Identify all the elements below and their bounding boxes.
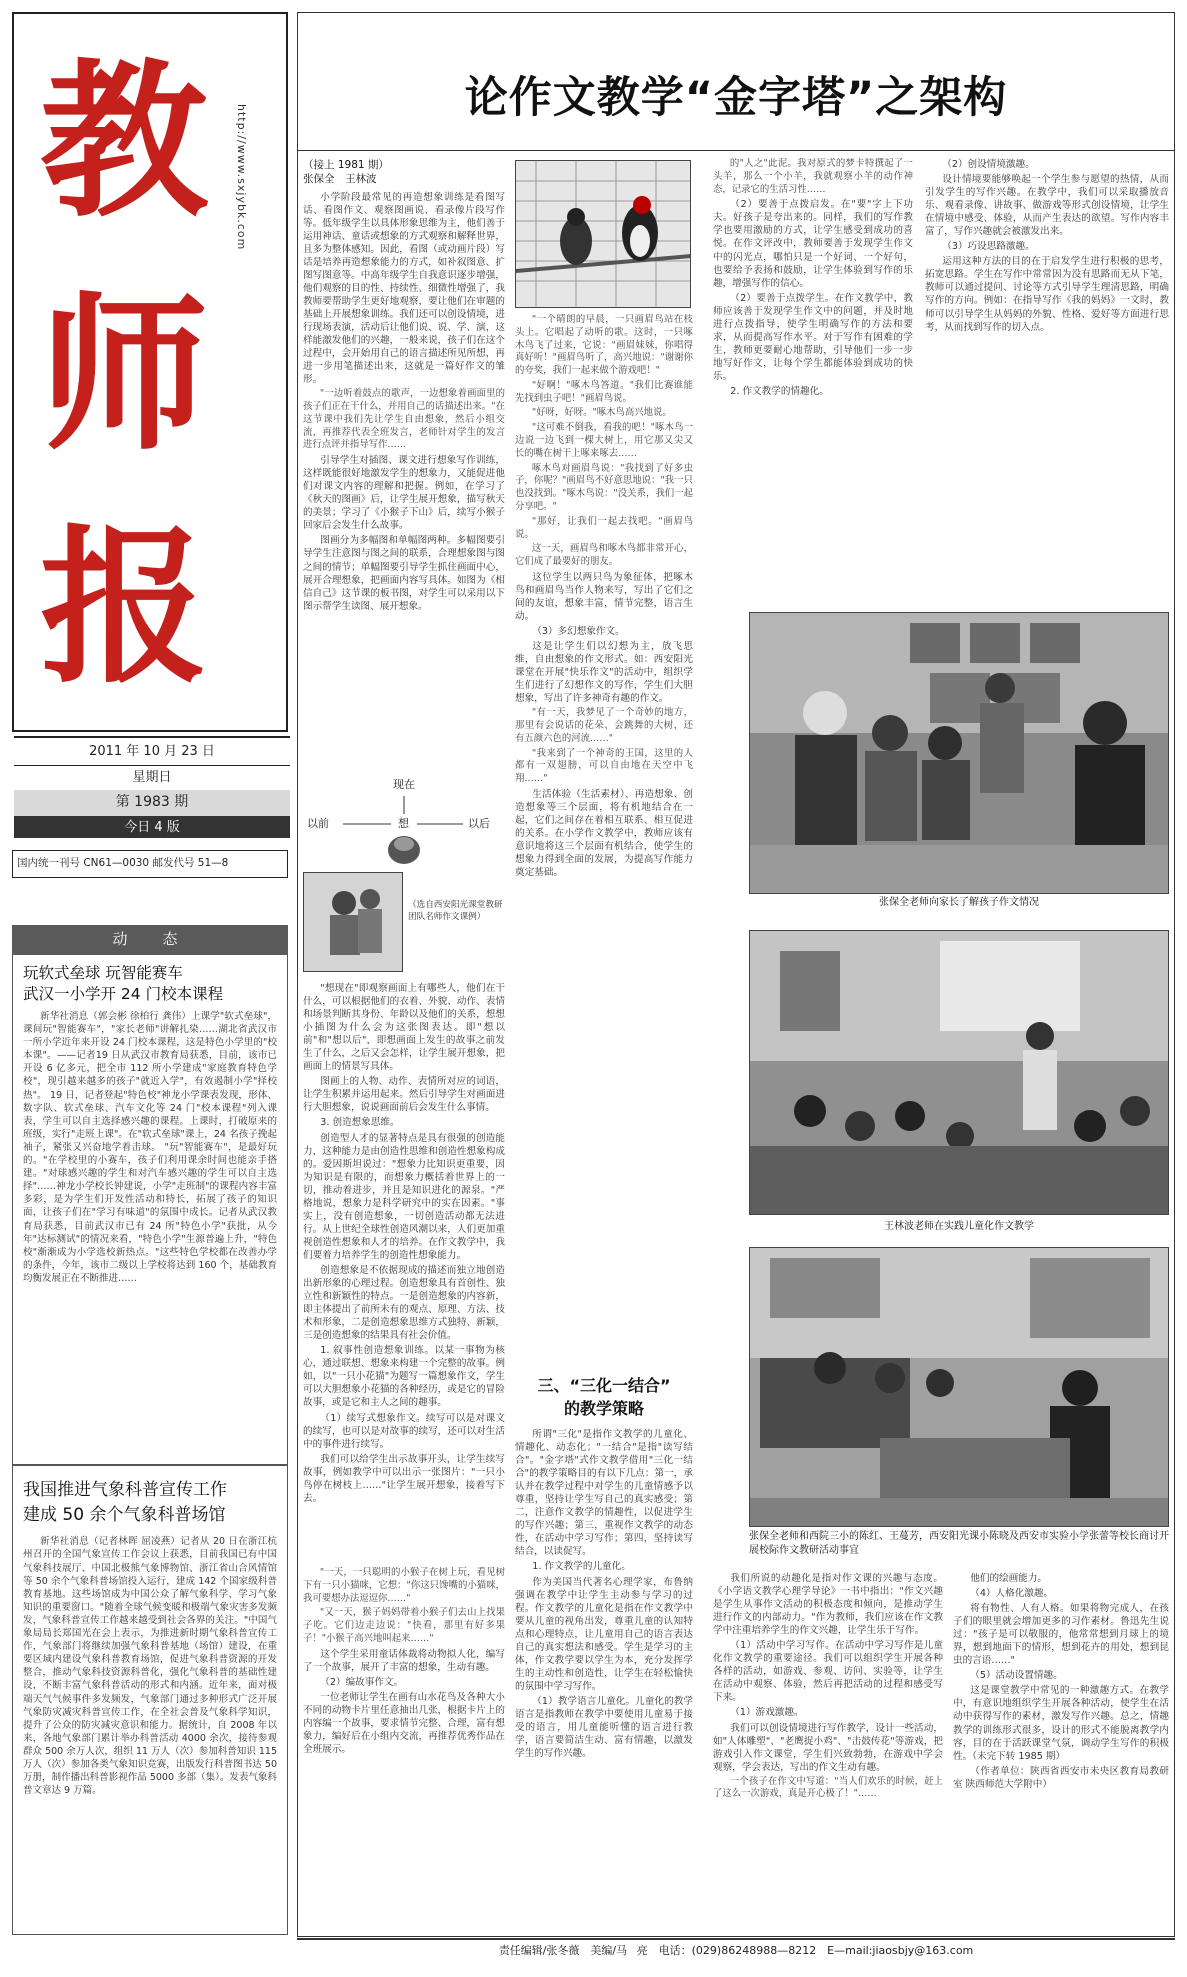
article-column-3 [713, 158, 913, 590]
paragraph: 我们所说的动趣化是指对作文课的兴趣与态度。《小学语文教学心理学导论》一书中指出："作文兴趣是学生从事作文活动的积极态度和倾向，是推动学生进行作文的内部动力。"作为教师，我们应该在作文教学中注重培养学生的作文兴趣，让学生乐于写作。 [713, 1573, 943, 1637]
news-title-line: 建成 50 余个气象科普场馆 [23, 1504, 226, 1525]
paragraph: "我来到了一个神奇的王国，这里的人都有一双翅膀，可以自由地在天空中飞翔……" [515, 747, 693, 785]
paragraph: 创造想象是不依据现成的描述而独立地创造出新形象的心理过程。创造想象具有首创性、独立性和新颖性的特点。一是创造想象的内容新，即主体提出了前所未有的观点、原理、方法、技术和形象，二是创造想象思维方式独特、新颖，三是创造想象的结果具有社会价值。 [303, 1264, 505, 1342]
page-count: 今日 4 版 [14, 816, 290, 838]
issn-line: 国内统一刊号 CN61—0030 邮发代号 51—8 [12, 850, 288, 878]
photo-teacher-parents [749, 612, 1169, 894]
paragraph: （2）要善于点拨学生。在作文教学中，教师应该善于发现学生作文中的问题，并及时地进行点拨指导，使学生明确写作的方法和要求，从而提高写作水平。对于写作有困难的学生，教师更要耐心地帮助，引导他们一步一步地写好作文，让每个学生都能体验到成功的快乐。 [713, 292, 913, 382]
article-column-1 [303, 158, 505, 776]
paragraph: 图画分为多幅图和单幅图两种。多幅图要引导学生注意图与图之间的联系，合理想象图与图之间的情节；单幅图要引导学生抓住画面中心，展开合理想象，把画面内容写具体。如图为《相信自己》这节课的板书图，对学生可以采用以下图示帮学生读图、展开想象。 [303, 535, 505, 612]
photo-meeting-graphic [750, 1248, 1169, 1527]
paragraph: "一个晴朗的早晨，一只画眉鸟站在枝头上。它唱起了动听的歌。这时，一只啄木鸟飞了过来，它说："画眉妹妹，你唱得真好听！"画眉鸟听了，高兴地说："谢谢你的夸奖，我们一起来做个游戏吧！" [515, 314, 693, 377]
article-author: 张保全 王林波 [303, 173, 377, 186]
news-title [23, 963, 277, 1005]
label-past: 以前 [307, 817, 329, 830]
photo-birds [515, 160, 691, 308]
article-column-2b [515, 1428, 693, 1932]
paragraph: （3）巧设思路激趣。 [942, 241, 1035, 253]
paragraph: 一位老师让学生在画有山水花鸟及各种大小不同的动物卡片里任意抽出几张，根据卡片上的内容编一个故事，要求情节完整、合理，富有想象力，编好后在小组内交流，再推荐优秀作品在全班展示。 [303, 1691, 505, 1756]
paragraph: （2）创设情境激趣。 [942, 159, 1035, 170]
paragraph: 我们可以给学生出示故事开头，让学生续写故事，例如教学中可以出示一张图片："一只小鸟停在树枝上……"让学生展开想象，接着写下去。 [303, 1453, 505, 1504]
paragraph: "有一天，我梦见了一个奇妙的地方，那里有会说话的花朵、会跳舞的大树，还有五颜六色的河流……" [515, 707, 693, 744]
article-byline [303, 158, 505, 187]
article-continued-note: （接上 1981 期） [303, 159, 389, 171]
paragraph: "那好，让我们一起去找吧。"画眉鸟说。 [515, 515, 693, 540]
paragraph: （1）教学语言儿童化。儿童化的教学语言是指教师在教学中要使用儿童易于接受的语言，用儿童能听懂的语言进行教学，语言要简洁生动、富有情趣，以激发学生的写作兴趣。 [515, 1695, 693, 1760]
paragraph: 设计情境要能够唤起一个学生参与愿望的热情，从而引发学生的写作兴趣。在教学中，我们可以采取播放音乐、观看录像、讲故事、做游戏等形式创设情境，让学生在情境中感受、体验，从而产生表达的欲望。写作内容丰富了，写作兴趣就会被激发出来。 [925, 174, 1169, 238]
news-title-line: 武汉一小学开 24 门校本课程 [23, 984, 224, 1003]
paragraph: 1. 作文教学的儿童化。 [532, 1561, 631, 1573]
masthead [12, 12, 288, 835]
paragraph: "好啊！"啄木鸟答道。"我们比赛谁能先找到虫子吧！"画眉鸟说。 [515, 379, 693, 404]
paragraph: （1）续写式想象作文。续写可以是对课文的续写，也可以是对故事的续写，还可以对生活中的事件进行续写。 [303, 1412, 505, 1450]
paragraph: 这一天，画眉鸟和啄木鸟都非常开心，它们成了最要好的朋友。 [515, 543, 693, 568]
section-3-title: 三、“三化一结合” [537, 1376, 671, 1395]
paragraph: 这是课堂教学中常见的一种激趣方式。在教学中，有意识地组织学生开展各种活动，使学生在活动中获得写作的素材，激发写作兴趣。总之，情趣教学的训练形式很多，设计的形式不能脱离教学内容，目的在于活跃课堂气氛，调动学生写作的积极性。（未完下转 1985 期） [953, 1685, 1169, 1762]
news-title-line: 玩软式垒球 玩智能赛车 [23, 964, 183, 982]
paragraph: 一个孩子在作文中写道："当人们欢乐的时候，赶上了这么一次游戏，真是开心极了！"…… [713, 1775, 943, 1800]
paragraph: 3. 创造想象思维。 [320, 1117, 400, 1129]
paragraph: "一天，一只聪明的小猴子在树上玩，看见树下有一只小猫咪，它想："你这只馋嘴的小猫咪，我可要想办法逗逗你……" [303, 1567, 505, 1604]
paragraph: （4）人格化激趣。 [970, 1588, 1054, 1600]
photo1-caption: （选自西安阳光课堂教研团队名师作文课例） [408, 900, 503, 922]
paragraph: （1）活动中学习写作。在活动中学习写作是儿童化作文教学的重要途径。我们可以组织学生开展各种各样的活动，如游戏、参观、访问、实验等，让学生在活动中观察、体验，然后再把活动的过程和感受写下来。 [713, 1640, 943, 1704]
photo3-caption: 王林波老师在实践儿童化作文教学 [884, 1221, 1034, 1232]
article-column-2 [515, 314, 693, 1364]
paragraph: 生活体验（生活素材）、再造想象、创造想象等三个层面，将有机地结合在一起，它们之间存在着相互联系、相互促进的关系。在小学作文教学中，教师应该有意识地将这三个层面有机结合，使学生的想象力得到全面的发展，为提高写作能力奠定基础。 [515, 789, 693, 879]
paragraph: 2. 作文教学的情趣化。 [730, 386, 829, 397]
paragraph: 运用这种方法的目的在于启发学生进行积极的思考，拓宽思路。学生在写作中常常因为没有思路而无从下笔，教师可以通过提问、讨论等方式引导学生理清思路，明确写作的方向。例如：在指导写作《我的妈妈》一文时，教师可以引导学生从妈妈的外貌、性格、爱好等方面进行思考，从而找到写作的切入点。 [925, 256, 1169, 333]
masthead-char-3: 报 [40, 508, 208, 707]
label-present: 现在 [393, 778, 415, 791]
photo-birds-graphic [516, 161, 691, 308]
label-future: 以后 [468, 817, 490, 830]
photo-children-sketch [303, 872, 403, 972]
news-body: 新华社消息（记者林晖 屈凌燕）记者从 20 日在浙江杭州召开的全国气象宣传工作会议上获悉，目前我国已有中国气象科技展厅、中国北极熊气象博物馆、浙江省山合风情馆等 50 余个气象科普场馆投入运行，建成 142 个国家级科普教育基地。这些场馆成为中国公众了解气象科学、学习气象知识的重要窗口。"随着全球气候变暖和极端气象灾害多发频发，气象科普宣传工作越来越受到社会各界的关注。"中国气象局局长郑国光在会上表示，为推进新时期气象科普宣传工作，气象部门将继续加强气象科普基地（场馆）建设，在重要区域内建设气象科普教育场馆，促进气象科普资源的开发整合，推动气象科技资源科普化，强化气象科普的基础性建设，不断丰富气象科普活动的形式和内涵。近年来，面对极端天气气候事件多发频发，气象部门通过多种形式广泛开展气象防灾减灾科普宣传工作，在全社会普及气象科学知识，提升了公众的防灾减灾意识和能力。据统计，自 2008 年以来，各地气象部门累计举办科普活动 4000 余次，接待参观群众 500 余万人次，组织 11 万人（次）参加科普知识 115 万人（次）参加各类气象知识竞赛，出版发行科普图书达 50 万册，制作播出科普影视作品 5000 多部（集）。发表气象科普文章达 9 万篇。 [23, 1536, 277, 1797]
paragraph: 这位学生以两只鸟为象征体，把啄木鸟和画眉鸟当作人物来写，写出了它们之间的友谊，想象丰富，情节完整，语言生动。 [515, 571, 693, 622]
paragraph: 创造型人才的显著特点是具有很强的创造能力，这种能力是由创造性思维和创造性想象构成的。爱因斯坦说过："想象力比知识更重要，因为知识是有限的，而想象力概括着世界上的一切，推动着进步，并且是知识进化的源泉。"严格地说，想象力是科学研究中的实在因素。"事实上，没有创造想象，一切创造活动都无法进行。从上世纪全球性创造风潮以来，人们更加重视创造性想象和人才的培养。在作文教学中，我们要着力培养学生的创造性想象能力。 [303, 1132, 505, 1261]
news-body: 新华社消息（郭会彬 徐柏行 龚伟）上课学"软式垒球"，课间玩"智能赛车"，"家长老师"讲解扎染……湖北省武汉市一所小学近年来开设 24 门校本课程，这是特色小学里的"校本课"。——记者19 日从武汉市教育局获悉，目前，该市已开设 6 亿多元，把全市 112 所小学建成"家庭教育特色学校"，现引越来越多的孩子"就近入学"，有效遏制小学"择校热"。 19 日，记者登起"特色校"神龙小学课表发现，形体、数字队、软式垒球、汽车文化等 24 门"校本课程"列入课表，学生可以自主选择感兴趣的课程。上课时，打破原来的班级，实行"走班上课"。在"软式垒球"课上，24 名孩子挽起袖子，紧张又兴奋地学着击球。 "玩"智能赛车"，是最好玩的。"在学校里的小赛车，孩子们利用课余时间也能亲手搭建。"对球感兴趣的学生和对汽车感兴趣的学生可以自主选择"……神龙小学校长钟建说，小学"走班制"的课程内容丰富多彩，是为学生们开发性活动和特长，拓展了孩子的知识面，让孩子们在"学习有味道"的氛围中成长。记者从武汉教育局获悉，目前武汉市已有 24 所"特色小学"获批，从今年"达标测试"的情况来看，"特色小学"生源普遍上升，"特色校"渐渐成为小学选校新热点。"这些特色学校都在改善办学的条件，今年，该市二级以上学校将达到 160 个，基础教育均衡发展正在不断推进…… [23, 1010, 277, 1285]
paragraph: 他们的绘画能力。 [970, 1573, 1048, 1584]
article-column-1b [303, 982, 505, 1565]
photo-classroom [749, 930, 1169, 1215]
article-title: 论作文教学“金字塔”之架构 [464, 73, 1008, 123]
think-diagram [303, 778, 505, 866]
issue-weekday: 星期日 [132, 770, 172, 785]
photo-classroom-graphic [750, 931, 1169, 1215]
paragraph: 图画上的人物、动作、表情所对应的词语，让学生积累并运用起来。然后引导学生对画面进行大胆想象，说说画面前后会发生什么事情。 [303, 1076, 505, 1114]
photo4-caption: 张保全老师和西院三小的陈红、王蔓芳，西安阳光课小陈晓及西安市实验小学张蕾等校长商讨开展校际作文教研活动事宜 [749, 1531, 1169, 1556]
sidebar-header: 动 态 [12, 925, 288, 955]
paragraph: （3）多幻想象作文。 [532, 626, 625, 638]
article-column-4 [925, 158, 1169, 590]
news-title-line: 我国推进气象科普宣传工作 [23, 1480, 227, 1500]
label-think: 想 [398, 817, 409, 830]
paragraph: "好呀，好呀。"啄木鸟高兴地说。 [531, 407, 672, 419]
paragraph: "一边听着鼓点的歌声，一边想象着画面里的孩子们正在干什么，并用自己的话描述出来。"在这节课中我们先让学生自由想象，然后小组交流，再推荐代表全班发言，老师针对学生的发言进行点评并指导写作…… [303, 388, 505, 451]
masthead-char-2: 师 [40, 274, 208, 473]
article-column-6 [953, 1572, 1169, 1932]
news-item-softball [12, 955, 288, 1465]
section-3-subtitle: 的教学策略 [563, 1399, 644, 1419]
title-divider [297, 150, 1175, 151]
paragraph: 的"人之"此泥。我对原式的梦卡特撰起了一头羊，那么一个小羊，我就观察小羊的动作神态，记录它的生活习性…… [713, 158, 913, 195]
date-box [14, 736, 290, 836]
photo-teacher-parents-graphic [750, 613, 1169, 894]
column-text [303, 191, 505, 613]
photo2-caption: 张保全老师向家长了解孩子作文情况 [879, 897, 1039, 908]
photo-children-graphic [304, 873, 403, 972]
article-column-5 [713, 1572, 943, 1932]
news-title [23, 1478, 277, 1527]
paragraph: （2）要善于点拨启发。在"要"字上下功夫。好孩子是夸出来的。同样，我们的写作教学也要用激励的方式，让学生感受到成功的喜悦。在作文评改中，教师要善于发现学生作文中的闪光点，哪怕只是一个好词、一个好句，也要给予表扬和鼓励，让学生体验到写作的乐趣，增强写作的信心。 [713, 199, 913, 289]
photo-meeting [749, 1247, 1169, 1527]
paragraph: 作为美国当代著名心理学家，布鲁纳强调在教学中让学生主动参与学习的过程。作文教学的儿童化是指在作文教学中要从儿童的视角出发，尊重儿童的认知特点和心理特点，让儿童用自己的语言表达自己的真实想法和感受。学生是学习的主体，作文教学要以学生为本，充分发挥学生的主动性和创造性，让学生在轻松愉快的氛围中学习写作。 [515, 1576, 693, 1692]
page-footer: 责任编辑/张冬薇 美编/马 亮 电话：(029)86248988—8212 E—mail:jiaosbjy@163.com [297, 1938, 1175, 1960]
paragraph: 这个学生采用童话体裁将动物拟人化，编写了一个故事，展开了丰富的想象，生动有趣。 [303, 1648, 505, 1673]
paragraph: 所谓"三化"是指作文教学的儿童化、情趣化、动态化；"一结合"是指"读写结合"。"金字塔"式作文教学借用"三化一结合"的教学策略目的有以下几点：第一，承认并在教学过程中对学生的儿童情感予以尊重，坚持让学生写自己的真实感受；第二，注意作文教学的情趣性，以促进学生的写作兴趣；第三，重视作文教学的动态性，在活动中学习写作；第四，坚持读写结合，以读促写。 [515, 1429, 693, 1558]
paragraph: 啄木鸟对画眉鸟说："我找到了好多虫子，你呢？"画眉鸟不好意思地说："我一只也没找到。"啄木鸟说："没关系，我们一起分享吧。" [515, 462, 693, 512]
paragraph: （作者单位：陕西省西安市未央区教育局教研室 陕西师范大学附中） [953, 1765, 1169, 1790]
paragraph: "想现在"即观察画面上有哪些人，他们在干什么，可以根据他们的衣着、外貌、动作、表情和场景判断其身份、年龄以及他们的关系，想想小插图为什么会为这张图表达。即"想以前"和"想以后"，即想画面上发生的故事之前发生了什么，之后又会怎样，让学生展开想象，把画面上的情景写具体。 [303, 983, 505, 1073]
masthead-url[interactable]: http://www.sxjybk.com [235, 104, 248, 251]
paragraph: 我们可以创设情境进行写作教学，设计一些活动，如"人体雕塑"、"老鹰捉小鸡"、"击鼓传花"等游戏，把游戏引入作文课堂，学生们兴致勃勃，在游戏中学会观察，学会表达，写出的作文生动有趣。 [713, 1722, 943, 1773]
paragraph: （2）编故事作文。 [320, 1676, 404, 1688]
paragraph: （1）游戏激趣。 [730, 1707, 804, 1719]
paragraph: （5）活动设置情趣。 [970, 1670, 1063, 1682]
issue-date: 2011 年 10 月 23 日 [14, 738, 290, 766]
paragraph: 1. 叙事性创造想象训练。以某一事物为核心，通过联想、想象来构建一个完整的故事。例如，以"一只小花猫"为题写一篇想象作文，学生可以大胆想象小花猫的各种经历，或是它的冒险故事，或是它和主人之间的趣事。 [303, 1345, 505, 1409]
paragraph: "这可难不倒我，看我的吧！"啄木鸟一边说一边飞到一棵大树上，用它那又尖又长的嘴在树干上啄来啄去…… [515, 422, 693, 459]
paragraph: 小学阶段最常见的再造想象训练是看图写话、看图作文、观察图画说、看录像片段写作等。低年级学生以具体形象思维为主，他们善于运用神话、童话或想象的方式观察和解释世界，且多为整体感知。因此，看图（或动画片段）写话是培养再造想象能力的方式，如补叙图意、扩图写图意等。中高年级学生自我意识逐步增强，他们观察的目的性、持续性、细微性增强了，我教师要帮助学生更好地观察，要让他们在审题的基础上开展想象训练。我们还可以创设情境，进行现场表演，活动后让他们说、说、学、演，这样能激发他们的兴趣，一般来说，孩子们在这个过程中，会开始用自己的语言描述所见所想，再进一步用笔描述出来，这就是一篇好作文的雏形。 [303, 191, 505, 386]
paragraph: 引导学生对插图、课文进行想象写作训练，这样既能很好地激发学生的想象力，又能促进他们对课文内容的理解和把握。例如，在学习了《秋天的图画》后，让学生展开想象，描写秋天的美景；学习了《小猴子下山》后，续写小猴子回家后会发生什么故事。 [303, 455, 505, 532]
article-column-1c [303, 1567, 505, 1932]
masthead-char-1: 教 [40, 41, 208, 240]
masthead-title [14, 24, 234, 724]
issue-number: 第 1983 期 [14, 790, 290, 816]
section-3-heading [515, 1374, 693, 1420]
paragraph: 将有物性、人有人格。如果将物完成人，在孩子们的眼里就会增加更多的习作素材。鲁迅先生说过："孩子是可以敬服的，他常常想到月球上的境界，想到地面下的情形，想到花卉的用处，想到昆虫的言语……" [953, 1603, 1169, 1667]
news-item-meteorology [12, 1465, 288, 1935]
paragraph: 这是让学生们以幻想为主，放飞思维，自由想象的作文形式。如：西安阳光课堂在开展"快乐作文"的活动中，组织学生们进行了幻想作文的写作，学生们大胆想象，写出了许多神奇有趣的作文。 [515, 641, 693, 705]
paragraph: "又一天，猴子妈妈带着小猴子们去山上找果子吃。它们边走边说："快看，那里有好多果子！"小猴子高兴地叫起来……" [303, 1607, 505, 1644]
